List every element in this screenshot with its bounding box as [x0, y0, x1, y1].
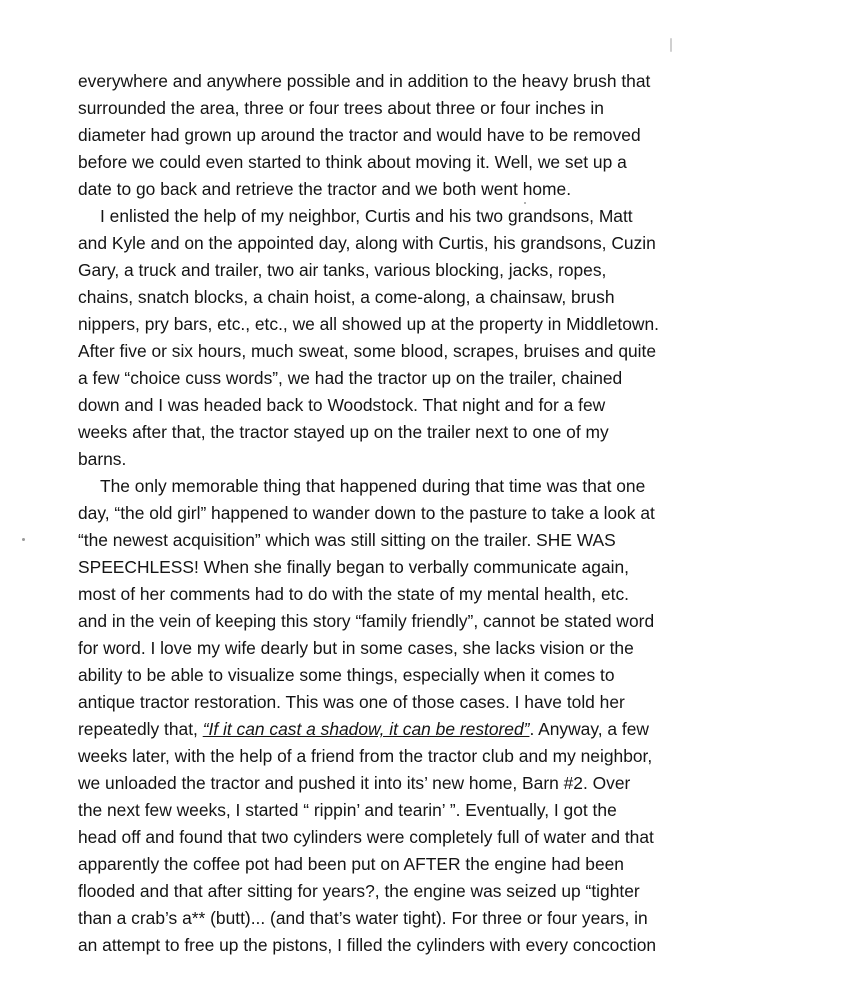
underlined-quote: “If it can cast a shadow, it can be restored”: [202, 719, 530, 739]
quote-line-after: . Anyway, a few: [529, 719, 649, 739]
text-line: apparently the coffee pot had been put on AFTER the engine had been: [78, 854, 624, 874]
paragraph-first-line: The only memorable thing that happened during that time was that one: [100, 476, 646, 496]
text-line: flooded and that after sitting for years?, the engine was seized up “tighter: [78, 881, 640, 901]
text-line: weeks after that, the tractor stayed up on the trailer next to one of my: [78, 422, 609, 442]
text-line: nippers, pry bars, etc., etc., we all showed up at the property in Middletown.: [78, 314, 659, 334]
text-line: After five or six hours, much sweat, some blood, scrapes, bruises and quite: [78, 341, 657, 361]
text-line: SPEECHLESS! When she finally began to verbally communicate again,: [78, 557, 629, 577]
text-line: Gary, a truck and trailer, two air tanks, various blocking, jacks, ropes,: [78, 260, 607, 280]
text-line: weeks later, with the help of a friend from the tractor club and my neighbor,: [78, 746, 653, 766]
quote-line: [78, 716, 778, 743]
scan-speck: [22, 538, 25, 541]
text-line: down and I was headed back to Woodstock. That night and for a few: [78, 395, 606, 415]
text-line: for word. I love my wife dearly but in some cases, she lacks vision or the: [78, 638, 634, 658]
text-line: an attempt to free up the pistons, I filled the cylinders with every concoction: [78, 935, 657, 955]
text-line: barns.: [78, 449, 127, 469]
text-line: we unloaded the tractor and pushed it into its’ new home, Barn #2. Over: [78, 773, 631, 793]
text-line: the next few weeks, I started “ rippin’ and tearin’ ”. Eventually, I got the: [78, 800, 617, 820]
text-line: surrounded the area, three or four trees about three or four inches in: [78, 98, 604, 118]
text-line: antique tractor restoration. This was one of those cases. I have told her: [78, 692, 625, 712]
scan-speck: [670, 38, 672, 52]
text-line: and in the vein of keeping this story “family friendly”, cannot be stated word: [78, 611, 655, 631]
text-line: chains, snatch blocks, a chain hoist, a come-along, a chainsaw, brush: [78, 287, 615, 307]
text-line: day, “the old girl” happened to wander down to the pasture to take a look at: [78, 503, 655, 523]
text-line: ability to be able to visualize some things, especially when it comes to: [78, 665, 615, 685]
text-line: and Kyle and on the appointed day, along with Curtis, his grandsons, Cuzin: [78, 233, 656, 253]
text-line: than a crab’s a** (butt)... (and that’s water tight). For three or four years, in: [78, 908, 648, 928]
text-line: head off and found that two cylinders were completely full of water and that: [78, 827, 654, 847]
paragraph-first-line: I enlisted the help of my neighbor, Curtis and his two grandsons, Matt: [100, 206, 633, 226]
text-line: before we could even started to think about moving it. Well, we set up a: [78, 152, 627, 172]
text-line: a few “choice cuss words”, we had the tractor up on the trailer, chained: [78, 368, 623, 388]
text-line: diameter had grown up around the tractor and would have to be removed: [78, 125, 641, 145]
text-line: “the newest acquisition” which was still sitting on the trailer. SHE WAS: [78, 530, 616, 550]
text-line: date to go back and retrieve the tractor and we both went home.: [78, 179, 572, 199]
quote-line-before: repeatedly that,: [78, 719, 203, 739]
document-body: [78, 68, 778, 959]
text-line: everywhere and anywhere possible and in addition to the heavy brush that: [78, 71, 651, 91]
text-line: most of her comments had to do with the state of my mental health, etc.: [78, 584, 629, 604]
